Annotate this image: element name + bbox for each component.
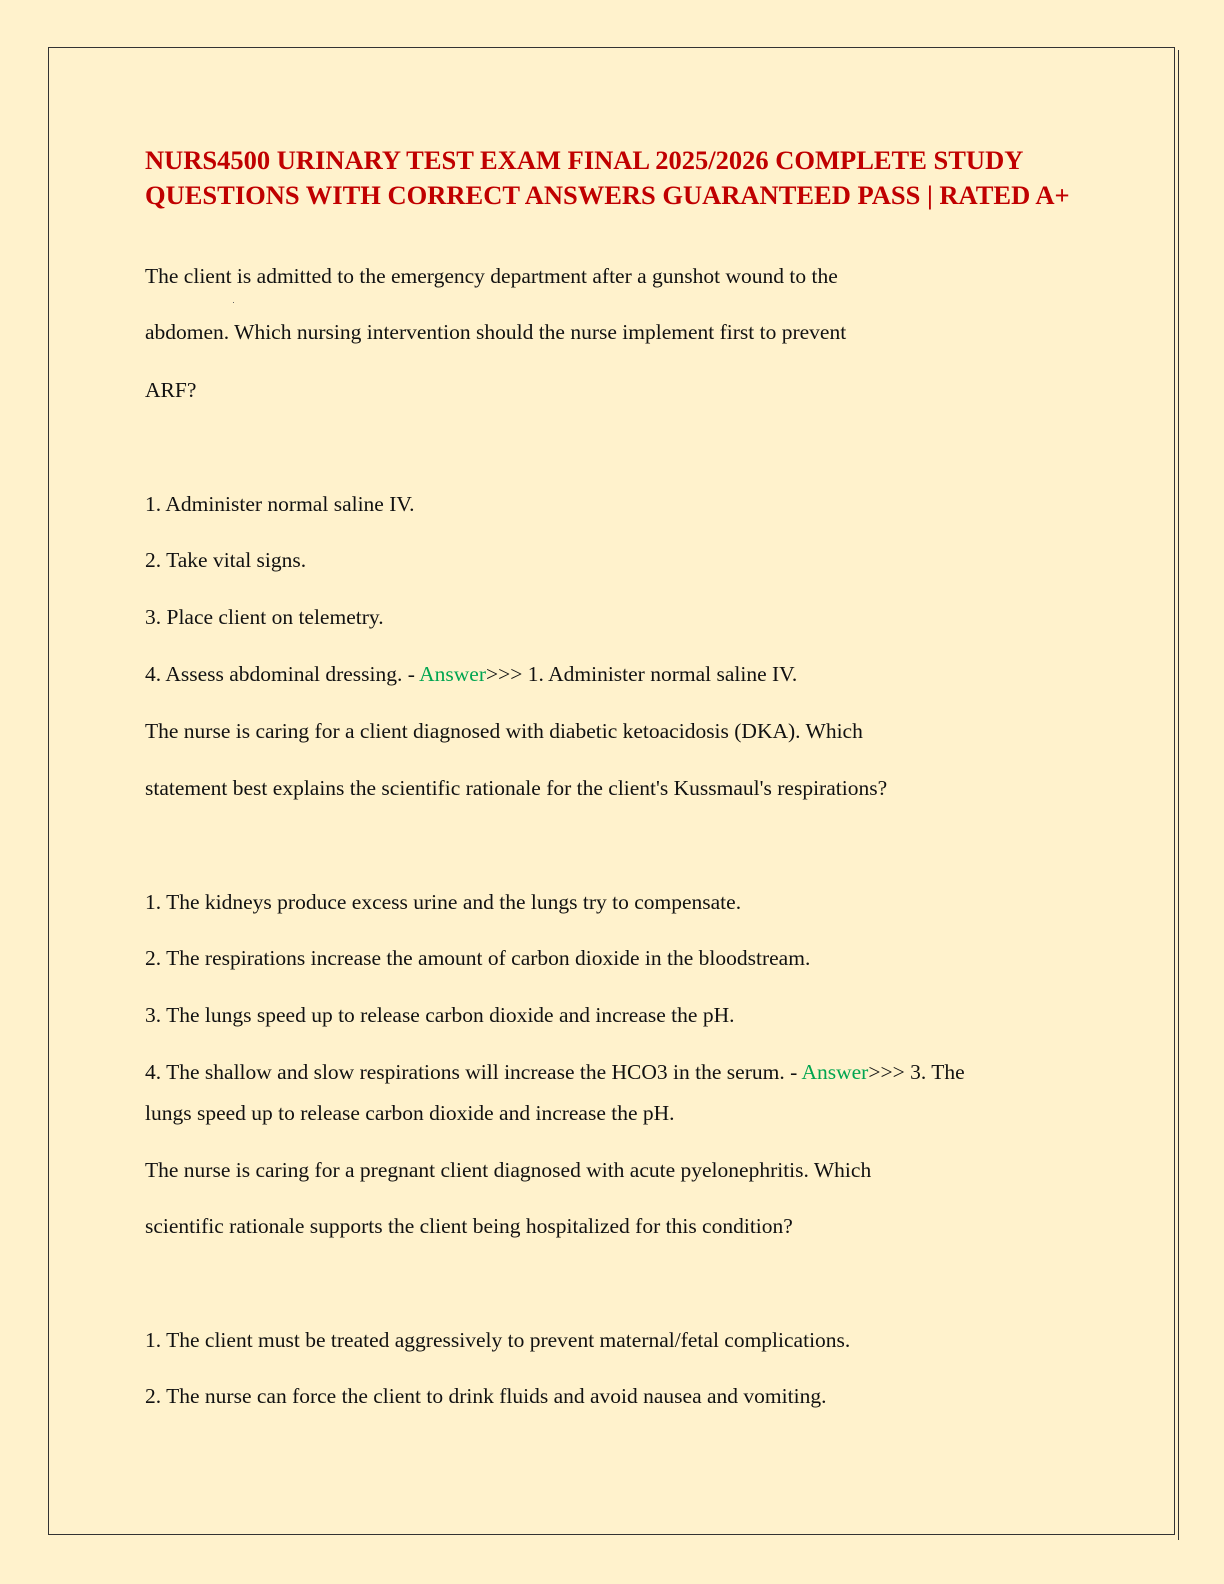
stray-dot (233, 302, 234, 303)
question-1-option-1: 1. Administer normal saline IV. (145, 492, 415, 516)
question-1-option-2: 2. Take vital signs. (145, 548, 307, 572)
question-1-option-3: 3. Place client on telemetry. (145, 605, 384, 629)
question-2-answer-part-2: lungs speed up to release carbon dioxide and increase the pH. (145, 1101, 675, 1125)
question-3-stem-line-1: The nurse is caring for a pregnant client diagnosed with acute pyelonephritis. Which (145, 1158, 872, 1182)
answer-separator: >>> (868, 1060, 911, 1084)
answer-separator: >>> (486, 662, 528, 686)
question-2-stem-line-2: statement best explains the scientific rationale for the client's Kussmaul's respirations? (145, 776, 888, 800)
question-2-option-4: 4. The shallow and slow respirations will increase the HCO3 in the serum. (145, 1060, 785, 1084)
question-2-option-2: 2. The respirations increase the amount of carbon dioxide in the bloodstream. (145, 946, 811, 970)
question-2-stem-line-1: The nurse is caring for a client diagnosed with diabetic ketoacidosis (DKA). Which (145, 719, 863, 743)
answer-label: Answer (801, 1060, 869, 1084)
question-1-stem-line-3: ARF? (145, 378, 197, 402)
question-1-stem-line-1: The client is admitted to the emergency department after a gunshot wound to the (145, 264, 838, 288)
question-2-answer-part-1: 3. The (910, 1060, 965, 1084)
dash: - (784, 1060, 802, 1084)
question-1-option-4: 4. Assess abdominal dressing. (145, 662, 403, 686)
question-2-option-4-with-answer (145, 1058, 965, 1086)
question-1-option-4-with-answer (145, 660, 797, 688)
question-2-option-3: 3. The lungs speed up to release carbon dioxide and increase the pH. (145, 1003, 735, 1027)
question-1-stem-line-2: abdomen. Which nursing intervention should the nurse implement first to prevent (145, 320, 847, 344)
question-3-stem-line-2: scientific rationale supports the client being hospitalized for this condition? (145, 1214, 793, 1238)
question-2-option-1: 1. The kidneys produce excess urine and the lungs try to compensate. (145, 890, 742, 914)
answer-label: Answer (419, 662, 487, 686)
question-1-answer: 1. Administer normal saline IV. (527, 662, 798, 686)
question-3-option-2: 2. The nurse can force the client to drink fluids and avoid nausea and vomiting. (145, 1384, 827, 1408)
document-title: NURS4500 URINARY TEST EXAM FINAL 2025/2026 COMPLETE STUDY QUESTIONS WITH CORRECT ANSWERS GUARANTEED PASS | RATED A+ (145, 145, 1070, 210)
question-3-option-1: 1. The client must be treated aggressively to prevent maternal/fetal complications. (145, 1328, 851, 1352)
dash: - (402, 662, 420, 686)
